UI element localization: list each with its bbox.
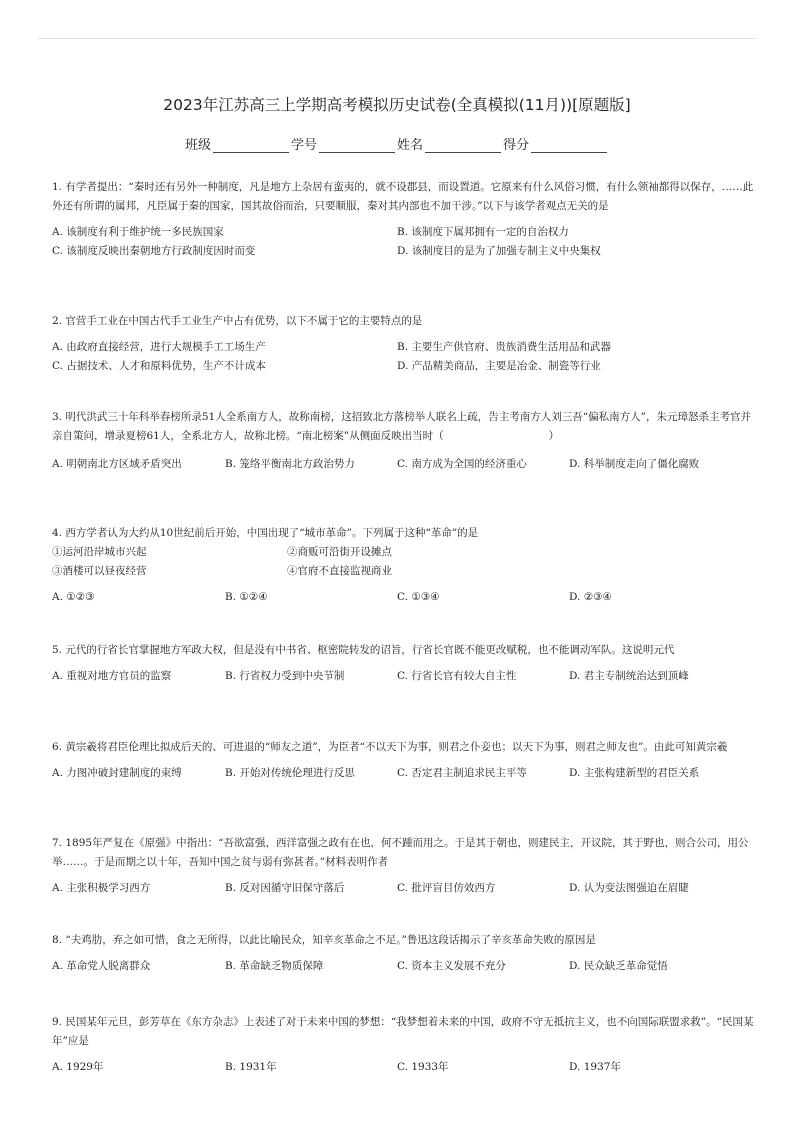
option-d[interactable]: D. 该制度目的是为了加强专制主义中央集权: [397, 245, 601, 257]
statement-item: ③酒楼可以昼夜经营: [52, 565, 147, 577]
options-row-2: [52, 357, 754, 376]
option-b[interactable]: B. 开始对传统伦理进行反思: [225, 767, 355, 779]
option-d[interactable]: D. 1937年: [569, 1061, 621, 1073]
option-c[interactable]: C. 占据技术、人才和原料优势，生产不计成本: [52, 360, 266, 372]
name-field[interactable]: [425, 138, 501, 153]
option-c[interactable]: C. 资本主义发展不充分: [397, 960, 506, 972]
option-a[interactable]: A. 重视对地方官员的监察: [52, 670, 172, 682]
question-stem: 9. 民国某年元旦，彭芳草在《东方杂志》上表述了对于未来中国的梦想：“我梦想着未来的中国，政府不守无抵抗主义，也不向国际联盟求救”。“民国某年”应是: [52, 1016, 754, 1047]
header-rule: [38, 38, 756, 39]
option-a[interactable]: A. ①②③: [52, 591, 95, 603]
options-row-2: [52, 242, 754, 261]
option-a[interactable]: A. 革命党人脱离群众: [52, 960, 151, 972]
option-c[interactable]: C. 行省长官有较大自主性: [397, 670, 517, 682]
option-d[interactable]: D. ②③④: [569, 591, 612, 603]
name-label: 姓名: [397, 138, 424, 153]
statement-row-1: [52, 543, 754, 562]
options-row: [52, 667, 754, 686]
option-c[interactable]: C. 该制度反映出秦朝地方行政制度因时而变: [52, 245, 256, 257]
question-stem: 5. 元代的行省长官掌握地方军政大权，但是没有中书省、枢密院转发的诏旨，行省长官既不能更改赋税，也不能调动军队。这说明元代: [52, 644, 675, 656]
question-4: [52, 524, 754, 607]
options-row: [52, 588, 754, 607]
option-c[interactable]: C. 批评盲目仿效西方: [397, 882, 496, 894]
student-id-field[interactable]: [319, 138, 395, 153]
option-c[interactable]: C. 否定君主制追求民主平等: [397, 767, 527, 779]
question-1: [52, 178, 754, 261]
option-d[interactable]: D. 君主专制统治达到顶峰: [569, 670, 689, 682]
student-id-label: 学号: [290, 138, 317, 153]
option-a[interactable]: A. 主张积极学习西方: [52, 882, 151, 894]
page-title: 2023年江苏高三上学期高考模拟历史试卷(全真模拟(11月))[原题版]: [163, 96, 631, 114]
option-c[interactable]: C. 南方成为全国的经济重心: [397, 458, 527, 470]
options-row-1: [52, 338, 754, 357]
option-c[interactable]: C. 1933年: [397, 1061, 449, 1073]
class-field[interactable]: [213, 138, 289, 153]
option-d[interactable]: D. 产品精美商品，主要是冶金、制瓷等行业: [397, 360, 601, 372]
question-7: [52, 834, 754, 898]
statement-row-2: [52, 562, 754, 581]
statement-item: ①运河沿岸城市兴起: [52, 546, 147, 558]
option-b[interactable]: B. 革命缺乏物质保障: [225, 960, 324, 972]
option-a[interactable]: A. 明朝南北方区域矛盾突出: [52, 458, 182, 470]
option-b[interactable]: B. ①②④: [225, 591, 268, 603]
statement-item: ④官府不直接监视商业: [287, 565, 392, 577]
option-b[interactable]: B. 该制度下属邦拥有一定的自治权力: [397, 226, 569, 238]
option-b[interactable]: B. 1931年: [225, 1061, 277, 1073]
question-stem: 8. “夫鸡肋，弃之如可惜，食之无所得，以此比喻民众，知辛亥革命之不足。”鲁迅这段话揭示了辛亥革命失败的原因是: [52, 934, 596, 946]
option-d[interactable]: D. 主张构建新型的君臣关系: [569, 767, 700, 779]
question-stem: 1. 有学者提出：“秦时还有另外一种制度，凡是地方上杂居有蛮夷的，就不设郡县，而设置道。它原来有什么风俗习惯，有什么领袖都得以保存，……此外还有所谓的属邦，凡臣属于秦的国家，国其故俗而治，只要顺服，秦对其内部也不加干涉。”以下与该学者观点无关的是: [52, 181, 754, 212]
question-stem: 7. 1895年严复在《原强》中指出：“吾欲富强，西洋富强之政有在也，何不踵而用之。于是其于朝也，则建民主，开议院，其于野也，则合公司，用公举……。于是而期之以十年，吾知中国之贫与弱有弥甚者。”材料表明作者: [52, 837, 749, 868]
option-a[interactable]: A. 1929年: [52, 1061, 104, 1073]
options-row: [52, 1058, 754, 1077]
option-b[interactable]: B. 主要生产供官府、贵族消费生活用品和武器: [397, 341, 611, 353]
option-d[interactable]: D. 科举制度走向了僵化腐败: [569, 458, 700, 470]
option-a[interactable]: A. 力图冲破封建制度的束缚: [52, 767, 182, 779]
options-row: [52, 764, 754, 783]
question-stem: 3. 明代洪武三十年科举春榜所录51人全系南方人，故称南榜，这招致北方落榜举人联名上疏，告主考南方人刘三吾“偏私南方人”，朱元璋怒杀主考官并亲自策问，增录夏榜61人，全系北方人，故称北榜。“南北榜案”从侧面反映出当时（ ）: [52, 411, 751, 442]
question-8: [52, 931, 754, 976]
question-5: [52, 641, 754, 686]
statement-item: ②商贩可沿街开设摊点: [287, 546, 392, 558]
option-d[interactable]: D. 认为变法图强迫在眉睫: [569, 882, 689, 894]
option-b[interactable]: B. 笼络平衡南北方政治势力: [225, 458, 355, 470]
options-row: [52, 957, 754, 976]
class-label: 班级: [184, 138, 211, 153]
option-b[interactable]: B. 反对因循守旧保守落后: [225, 882, 345, 894]
option-d[interactable]: D. 民众缺乏革命觉悟: [569, 960, 668, 972]
question-6: [52, 738, 754, 783]
question-3: [52, 408, 754, 474]
options-row: [52, 879, 754, 898]
option-a[interactable]: A. 由政府直接经营，进行大规模手工工场生产: [52, 341, 266, 353]
option-b[interactable]: B. 行省权力受到中央节制: [225, 670, 345, 682]
question-9: [52, 1013, 754, 1077]
question-2: [52, 312, 754, 376]
score-label: 得分: [503, 138, 530, 153]
question-stem: 2. 官营手工业在中国古代手工业生产中占有优势，以下不属于它的主要特点的是: [52, 315, 423, 327]
option-c[interactable]: C. ①③④: [397, 591, 440, 603]
student-info-row: [0, 134, 794, 153]
question-stem: 4. 西方学者认为大约从10世纪前后开始，中国出现了“城市革命”。下列属于这种“革命”的是: [52, 527, 479, 539]
question-stem: 6. 黄宗羲将君臣伦理比拟成后天的、可进退的“师友之道”，为臣者“不以天下为事，则君之仆妾也；以天下为事，则君之师友也”。由此可知黄宗羲: [52, 741, 728, 753]
options-row: [52, 455, 754, 474]
options-row-1: [52, 223, 754, 242]
score-field[interactable]: [531, 138, 607, 153]
option-a[interactable]: A. 该制度有利于维护统一多民族国家: [52, 226, 224, 238]
